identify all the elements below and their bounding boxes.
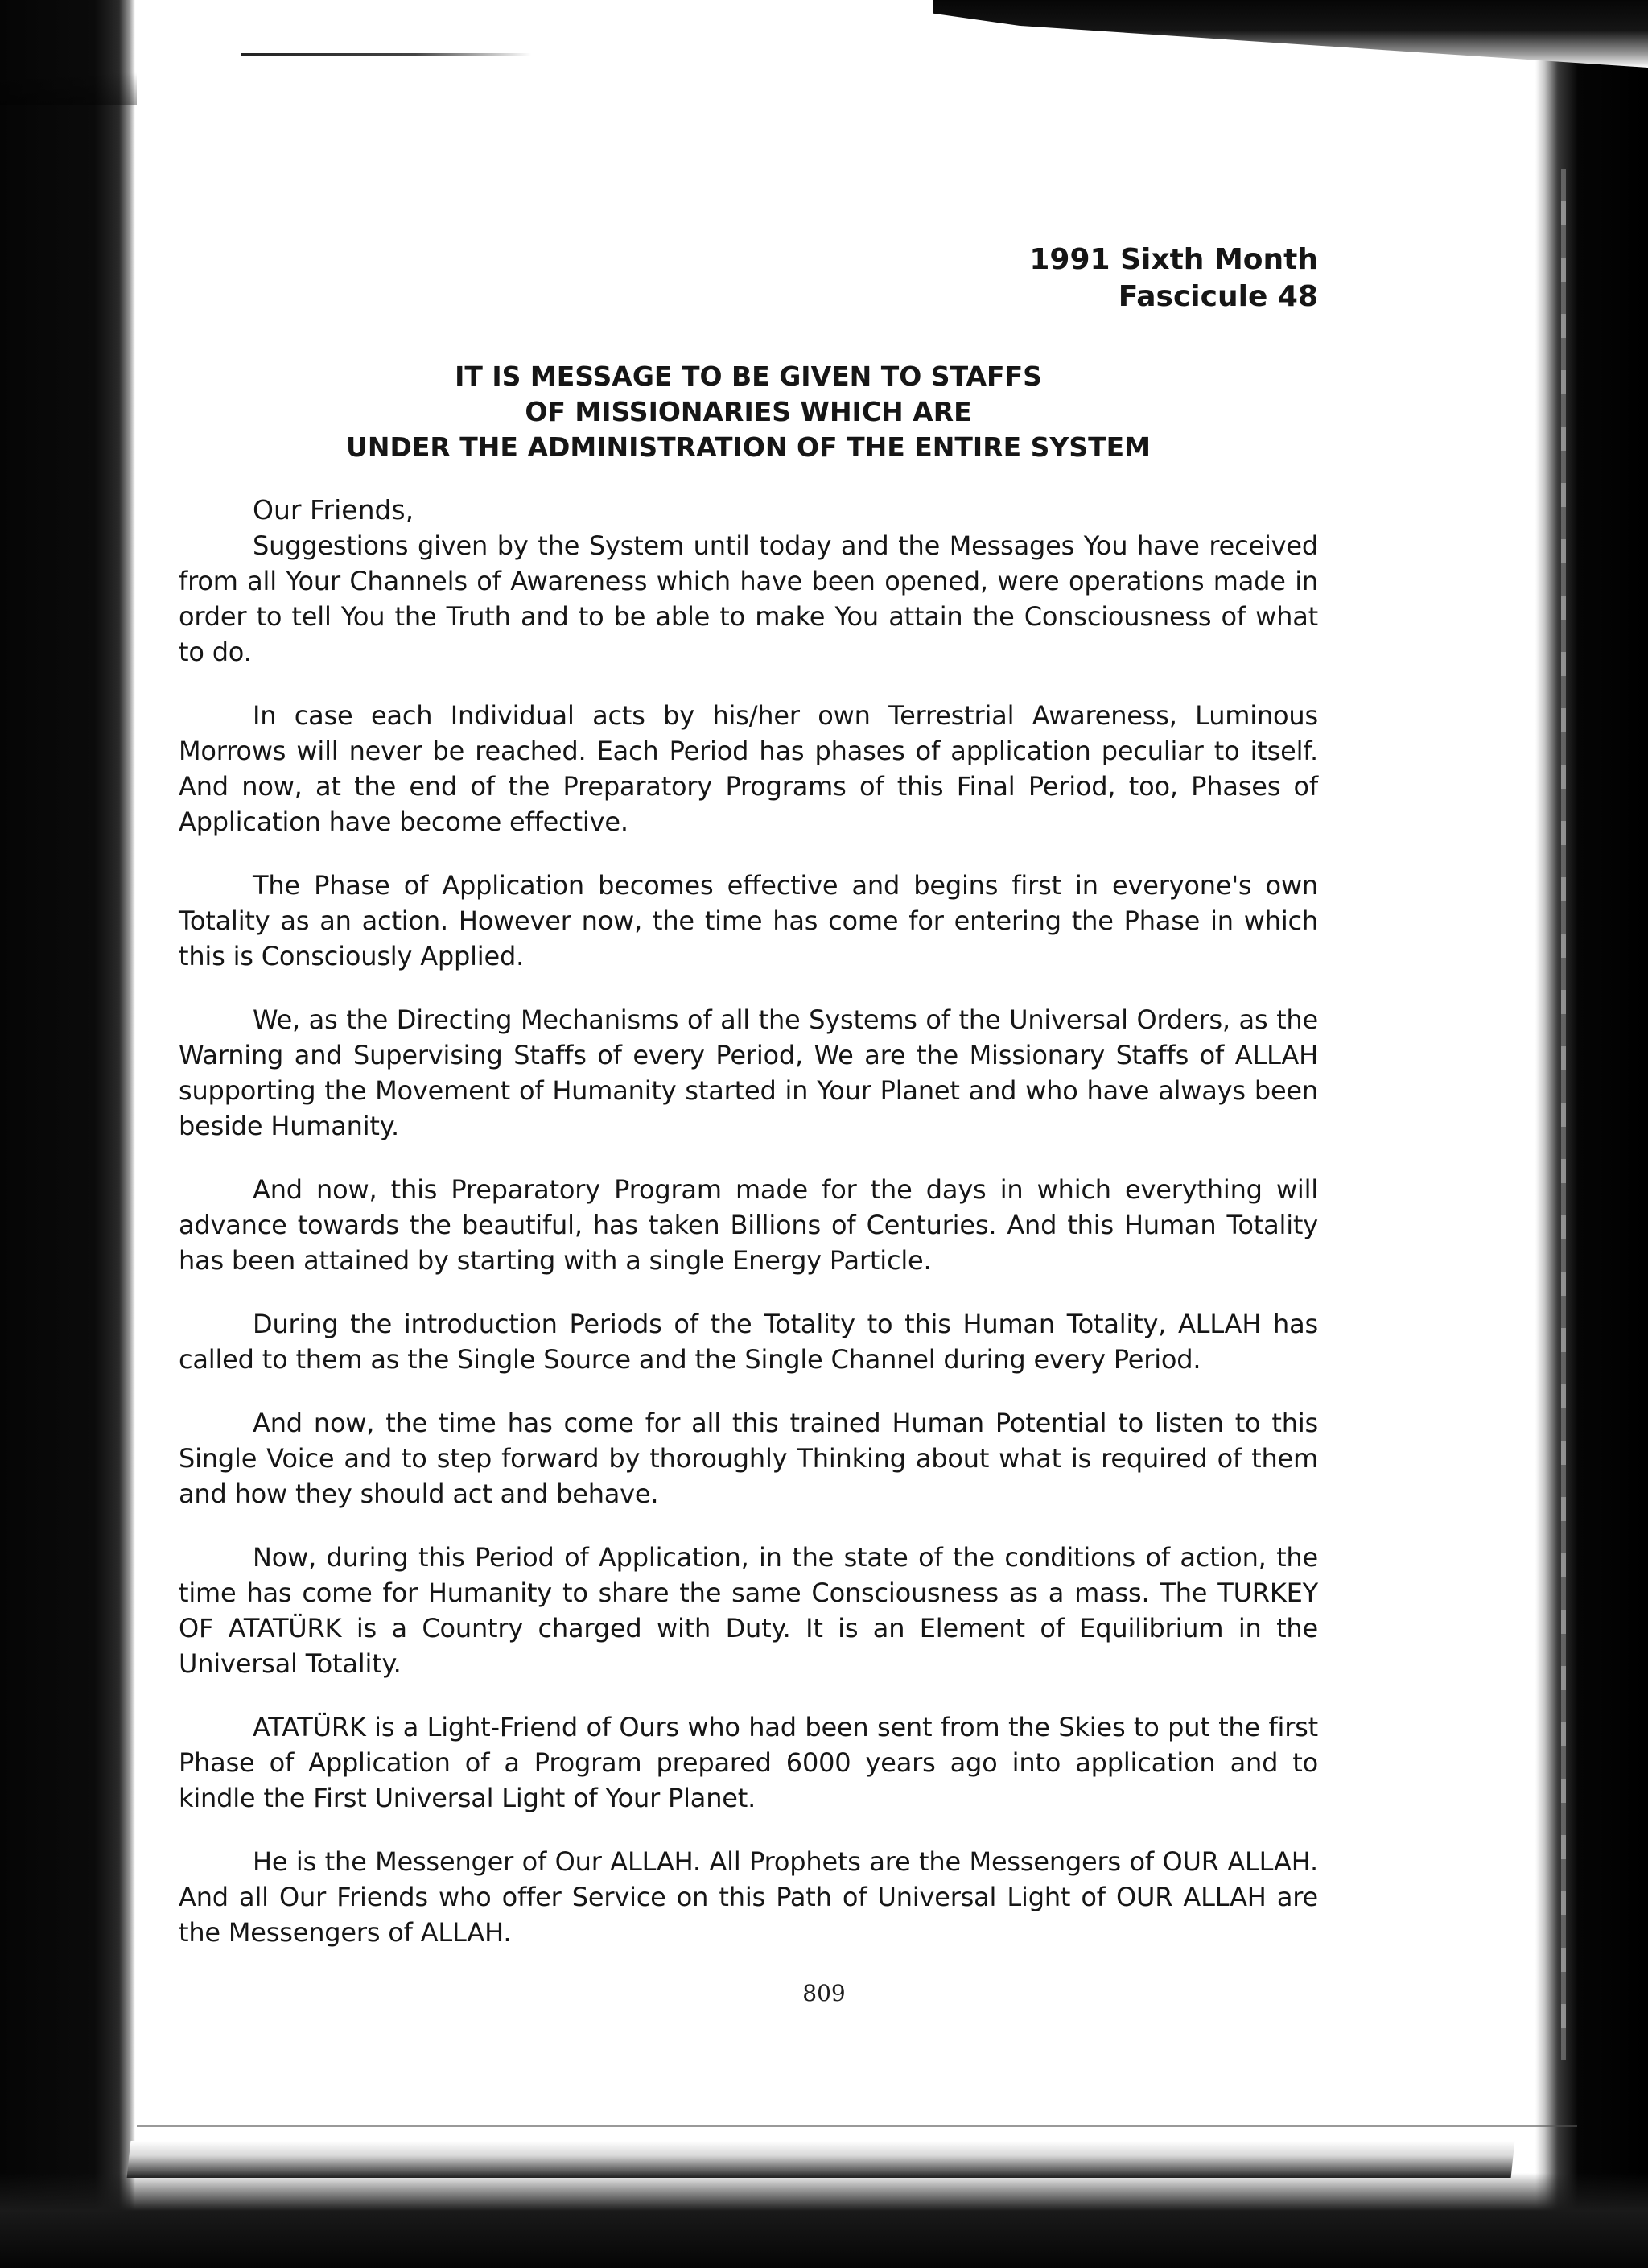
scan-line-right	[1561, 169, 1566, 2060]
body-paragraph: And now, the time has come for all this trained Human Potential to listen to this Single Voice and to step forward by thoroughly Thinking about what is required of them and how they should act and behave.	[179, 1408, 1318, 1509]
scan-shadow-right	[1535, 0, 1648, 2268]
page-content	[179, 241, 1318, 1978]
scan-shadow-bottom	[0, 2173, 1648, 2268]
scan-shadow-top-left	[0, 72, 137, 105]
body-paragraph: The Phase of Application becomes effective and begins first in everyone's own Totality as an action. However now, the time has come for entering the Phase in which this is Consciously Applied.	[179, 870, 1318, 971]
message-title	[179, 359, 1318, 465]
date-line: 1991 Sixth Month	[1029, 243, 1318, 276]
title-line: OF MISSIONARIES WHICH ARE	[525, 396, 972, 427]
fascicle-line: Fascicule 48	[1118, 280, 1318, 313]
body-paragraph: During the introduction Periods of the Totality to this Human Totality, ALLAH has called to them as the Single Source and the Single Channel during every Period.	[179, 1309, 1318, 1375]
scan-line-top	[241, 53, 531, 56]
page-number: 809	[802, 1980, 846, 2006]
body-paragraph: In case each Individual acts by his/her own Terrestrial Awareness, Luminous Morrows will never be reached. Each Period has phases of application peculiar to itself. And now, at the end of the Preparatory Programs of this Final Period, too, Phases of Application have become effective.	[179, 700, 1318, 837]
title-line: IT IS MESSAGE TO BE GIVEN TO STAFFS	[455, 361, 1042, 392]
scan-shadow-top-right	[933, 0, 1648, 68]
body-paragraph: Now, during this Period of Application, in the state of the conditions of action, the time has come for Humanity to share the same Consciousness as a mass. The TURKEY OF ATATÜRK is a Country charged with Duty. It is an Element of Equilibrium in the Universal Totality.	[179, 1542, 1318, 1679]
title-line: UNDER THE ADMINISTRATION OF THE ENTIRE SYSTEM	[346, 431, 1151, 463]
salutation: Our Friends,	[253, 494, 414, 526]
body-paragraph: ATATÜRK is a Light-Friend of Ours who had been sent from the Skies to put the first Phase of Application of a Program prepared 6000 years ago into application and to kindle the First Universal Light of Your Planet.	[179, 1712, 1318, 1813]
body-paragraph: Suggestions given by the System until today and the Messages You have received from all Your Channels of Awareness which have been opened, were operations made in order to tell You the Truth and to be able to make You attain the Consciousness of what to do.	[179, 530, 1318, 667]
scan-line-bottom	[137, 2125, 1577, 2127]
body-paragraph: And now, this Preparatory Program made for the days in which everything will advance towards the beautiful, has taken Billions of Centuries. And this Human Totality has been attained by starting with a single Energy Particle.	[179, 1174, 1318, 1276]
body-paragraph: He is the Messenger of Our ALLAH. All Prophets are the Messengers of OUR ALLAH. And all Our Friends who offer Service on this Path of Universal Light of OUR ALLAH are the Messengers of ALLAH.	[179, 1846, 1318, 1948]
body-paragraph: We, as the Directing Mechanisms of all the Systems of the Universal Orders, as the Warning and Supervising Staffs of every Period, We are the Missionary Staffs of ALLAH supporting the Movement of Humanity started in Your Planet and who have always been beside Humanity.	[179, 1004, 1318, 1141]
scan-shadow-left	[0, 0, 135, 2268]
